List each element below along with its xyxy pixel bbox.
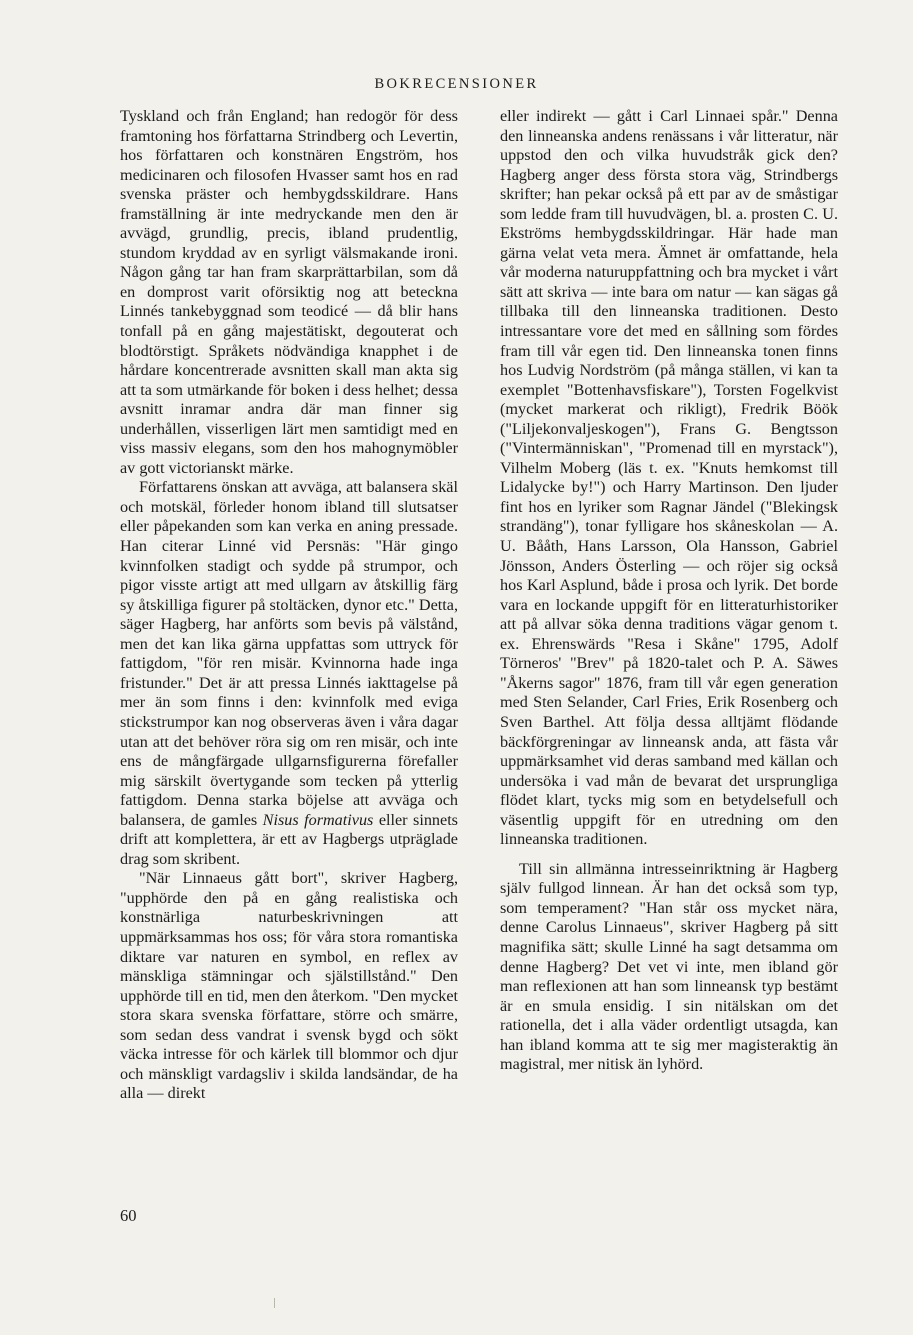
left-column: [120, 107, 458, 1104]
paragraph-text: Författarens önskan att avväga, att balansera skäl och motskäl, förleder honom ibland till slutsatser eller påpekanden som kan verka en aning pressade. Han citerar Linné vid Persnäs: "Här gingo kvinnfolken stadigt och sydde på strumpor, och pigor visste artigt att med ullgarn av åtskillig färg sy åtskilliga figurer på stoltäcken, dynor etc." Detta, säger Hagberg, har anförts som bevis på välstånd, men det kan lika gärna uppfattas som uttryck för fattigdom, "för ren misär. Kvinnorna hade inga fristunder." Det är att pressa Linnés iakttagelse på mer än som finns i den: kvinnfolk med eviga stickstrumpor kan nog observeras även i våra dagar utan att det behöver röra sig om ren misär, och inte ens de mångfärgade ullgarnsfigurerna förefaller mig särskilt övertygande som tecken på ytterlig fattigdom. Denna starka böjelse att avväga och balansera, de gamles: [120, 478, 458, 829]
paragraph-text: Till sin allmänna intresseinriktning är Hagberg själv fullgod linnean. Är han det också som typ, som temperament? "Han står oss mycket nära, denne Carolus Linnaeus", skriver Hagberg på sitt magnifika sätt; skulle Linné ha sagt detsamma om denne Hagberg? Det vet vi inte, men ibland gör man reflexionen att han som linneansk typ bestämt är en smula ensidig. I sin nitälskan om det rationella, det i alla väder ordentligt utsagda, kan han ibland komma att te sig mer magisteraktig än magistral, mer nitisk än lyhörd.: [500, 859, 838, 1074]
running-head: BOKRECENSIONER: [374, 76, 539, 92]
paragraph-text: "När Linnaeus gått bort", skriver Hagberg, "upphörde den på en gång realistiska och konstnärliga naturbeskrivningen att uppmärksammas hos oss; för våra stora romantiska diktare var naturen en symbol, en reflex av mänskliga stämningar och själstillstånd." Den upphörde till en tid, men den återkom. "Den mycket stora skara svenska författare, större och smärre, som sedan dess vandrat i svensk bygd och sökt väcka intresse för och kärlek till blommor och djur och mänskligt vardagsliv i skilda landsändar, de ha alla — direkt: [120, 869, 458, 1103]
paragraph: [500, 107, 838, 850]
italic-term: Nisus formativus: [262, 810, 374, 829]
paragraph-text: eller sinnets drift att komplettera, är ett av Hagbergs utpräglade drag som skribent.: [120, 810, 458, 868]
paragraph: [120, 869, 458, 1104]
paragraph-text: eller indirekt — gått i Carl Linnaei spår." Denna den linneanska andens renässans i vår litteratur, när uppstod den och vilka huvudstråk gick den? Hagberg anger dess första stora väg, Strindbergs skrifter; han pekar också på ett par av de småstigar som ledde fram till huvudvägen, bl. a. prosten C. U. Ekströms hembygdsskildringar. Här hade man gärna velat veta mera. Ämnet är omfattande, hela vår moderna naturuppfattning och bra mycket i vårt sätt att skriva — inte bara om natur — kan sägas gå tillbaka till den linneanska traditionen. Desto intressantare vore det med en sållning som fördes fram till vår egen tid. Den linneanska tonen finns hos Ludvig Nordström (på många ställen, vi kan ta exemplet "Bottenhavsfiskare"), Torsten Fogelkvist (mycket markerat och rikligt), Fredrik Böök ("Liljekonvaljeskogen"), Frans G. Bengtsson ("Vintermänniskan", "Promenad till en myrstack"), Vilhelm Moberg (läs t. ex. "Knuts hemkomst till Lidalycke by!") och Harry Martinson. Den ljuder fint hos en lyriker som Ragnar Jändel ("Blekingsk strandäng"), tonar fylligare hos skåneskolan — A. U. Bååth, Hans Larsson, Ola Hansson, Gabriel Jönsson, Anders Österling — och röjer sig också hos Karl Asplund, både i prosa och lyrik. Det borde vara en lockande uppgift för en litteraturhistoriker att på allvar söka denna traditions vägar genom t. ex. Ehrenswärds "Resa i Skåne" 1795, Adolf Törneros' "Brev" på 1820-talet och P. A. Säwes "Åkerns sagor" 1876, fram till vår egen generation med Sten Selander, Carl Fries, Erik Rosenberg och Sven Barthel. Att följa dessa alltjämt flödande bäckförgreningar av linneansk anda, att fästa vår uppmärksamhet vid deras samband med källan och undersöka i vad mån de bevarat det ursprungliga flödet klart, tycks mig som en betydelsefull och väsentlig uppgift för en utredning om den linneanska traditionen.: [500, 107, 838, 849]
right-column: [500, 107, 838, 1075]
print-mark: [274, 1298, 275, 1308]
paragraph: [120, 478, 458, 869]
page-number: 60: [120, 1206, 137, 1225]
paragraph-text: Tyskland och från England; han redogör för dess framtoning hos författarna Strindberg och Levertin, hos författaren och konstnären Engström, hos medicinaren och filosofen Hvasser samt hos en rad svenska präster och hembygdsskildrare. Hans framställning är inte medryckande men den är avvägd, grundlig, precis, ibland prudentlig, stundom kryddad av en syrligt välsmakande ironi. Någon gång tar han fram skarprättarbilan, som då en domprost varit oförsiktig nog att beteckna Linnés tankebyggnad som teodicé — då blir hans tonfall på en gång majestätiskt, degouterat och blodtörstigt. Språkets nödvändiga knapphet i de hårdare koncentrerade avsnitten skall man akta sig att ta som utmärkande för boken i dess helhet; dessa avsnitt inramar andra där man finner sig underhållen, visserligen lärt men samtidigt med en viss massiv elegans, som den hos mahognymöbler av gott victorianskt märke.: [120, 107, 458, 477]
paragraph: [120, 107, 458, 478]
paragraph: [500, 860, 838, 1075]
